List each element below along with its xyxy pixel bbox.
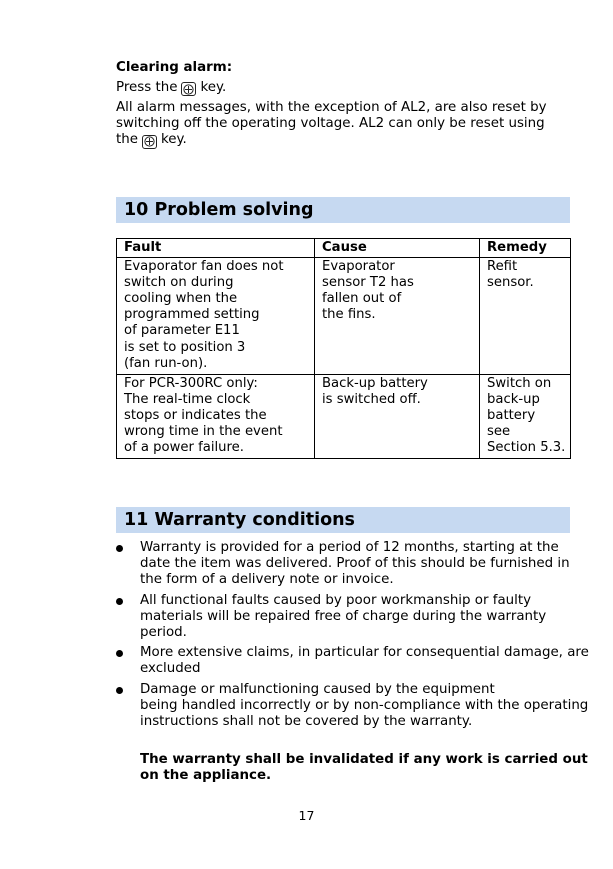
section-number: 10 [124, 200, 149, 220]
reset-line: All alarm messages, with the exception of AL2, are also reset by [116, 100, 547, 115]
cell-line: switch on during [124, 275, 234, 291]
cell-line: back-up [487, 391, 540, 407]
bullet-icon [116, 598, 123, 605]
header-fault: Fault [117, 239, 315, 258]
warranty-notice [140, 752, 588, 784]
cell-line: is set to position 3 [124, 339, 246, 355]
item-line: Warranty is provided for a period of 12 months, starting at the [140, 540, 559, 555]
reset-paragraph [116, 100, 566, 149]
page-number: 17 [298, 808, 315, 823]
bullet-icon [116, 650, 123, 657]
section-title: Problem solving [154, 200, 314, 220]
list-item [116, 593, 576, 642]
warranty-list [116, 540, 589, 734]
plus-key-icon [181, 82, 196, 96]
cell-line: Refit [487, 259, 518, 275]
cell-line: The real-time clock [124, 391, 251, 407]
table-row [117, 258, 571, 375]
bullet-icon [116, 545, 123, 552]
list-item [116, 645, 589, 677]
cell-line: programmed setting [124, 307, 260, 323]
cell-line: stops or indicates the [124, 407, 267, 423]
cell-line: the fins. [322, 307, 376, 323]
reset-line: switching off the operating voltage. AL2 can only be reset using [116, 116, 545, 132]
section-title: Warranty conditions [154, 510, 355, 530]
section-11-heading [116, 507, 570, 533]
item-line: instructions shall not be covered by the warranty. [140, 714, 473, 730]
item-line: More extensive claims, in particular for consequential damage, are [140, 645, 589, 661]
table-header-row [117, 239, 571, 258]
remedy-cell [480, 374, 571, 458]
item-line: date the item was delivered. Proof of this should be furnished in [140, 556, 570, 572]
list-item [116, 681, 589, 731]
cell-line: (fan run-on). [124, 355, 208, 371]
notice-line: on the appliance. [140, 768, 272, 784]
cell-line: cooling when the [124, 291, 238, 307]
header-cause: Cause [315, 239, 480, 258]
cell-line: see [487, 424, 511, 440]
fault-cell [117, 374, 315, 458]
cell-line: of a power failure. [124, 440, 244, 456]
cell-line: sensor. [487, 275, 534, 291]
cell-line: fallen out of [322, 291, 402, 307]
item-line: being handled incorrectly or by non-compliance with the operating [140, 697, 589, 713]
cell-line: battery [487, 407, 536, 423]
item-line: period. [140, 625, 187, 641]
reset-the-text: the [116, 132, 138, 148]
cell-line: sensor T2 has [322, 275, 414, 291]
notice-line: The warranty shall be invalidated if any work is carried out [140, 752, 588, 767]
cell-line: is switched off. [322, 391, 421, 407]
item-line: All functional faults caused by poor workmanship or faulty [140, 592, 532, 608]
item-line: the form of a delivery note or invoice. [140, 572, 394, 588]
item-line: Damage or malfunctioning caused by the equipment [140, 681, 495, 697]
cell-line: Evaporator [322, 259, 395, 275]
cause-cell [315, 374, 480, 458]
header-remedy: Remedy [480, 239, 571, 258]
press-text: Press the [116, 80, 178, 95]
key-text: key. [200, 80, 227, 95]
item-line: excluded [140, 661, 201, 677]
press-key-instruction [116, 80, 226, 96]
item-line: materials will be repaired free of charge during the warranty [140, 608, 547, 624]
cell-line: Back-up battery [322, 375, 428, 391]
bullet-icon [116, 687, 123, 694]
cell-line: Switch on [487, 375, 552, 391]
table-row [117, 374, 571, 458]
section-number: 11 [124, 510, 149, 530]
reset-line-last [116, 132, 566, 148]
fault-cell [117, 258, 315, 375]
cell-line: For PCR-300RC only: [124, 375, 258, 391]
plus-key-icon [142, 135, 157, 149]
cell-line: Evaporator fan does not [124, 259, 284, 275]
reset-key-text: key. [160, 132, 187, 148]
cell-line: of parameter E11 [124, 323, 240, 339]
list-item [116, 540, 576, 589]
cause-cell [315, 258, 480, 375]
cell-line: wrong time in the event [124, 424, 283, 440]
problem-solving-table [116, 238, 571, 459]
cell-line: Section 5.3. [487, 440, 566, 456]
section-10-heading [116, 197, 570, 223]
remedy-cell [480, 258, 571, 375]
clearing-alarm-heading: Clearing alarm: [116, 60, 233, 75]
